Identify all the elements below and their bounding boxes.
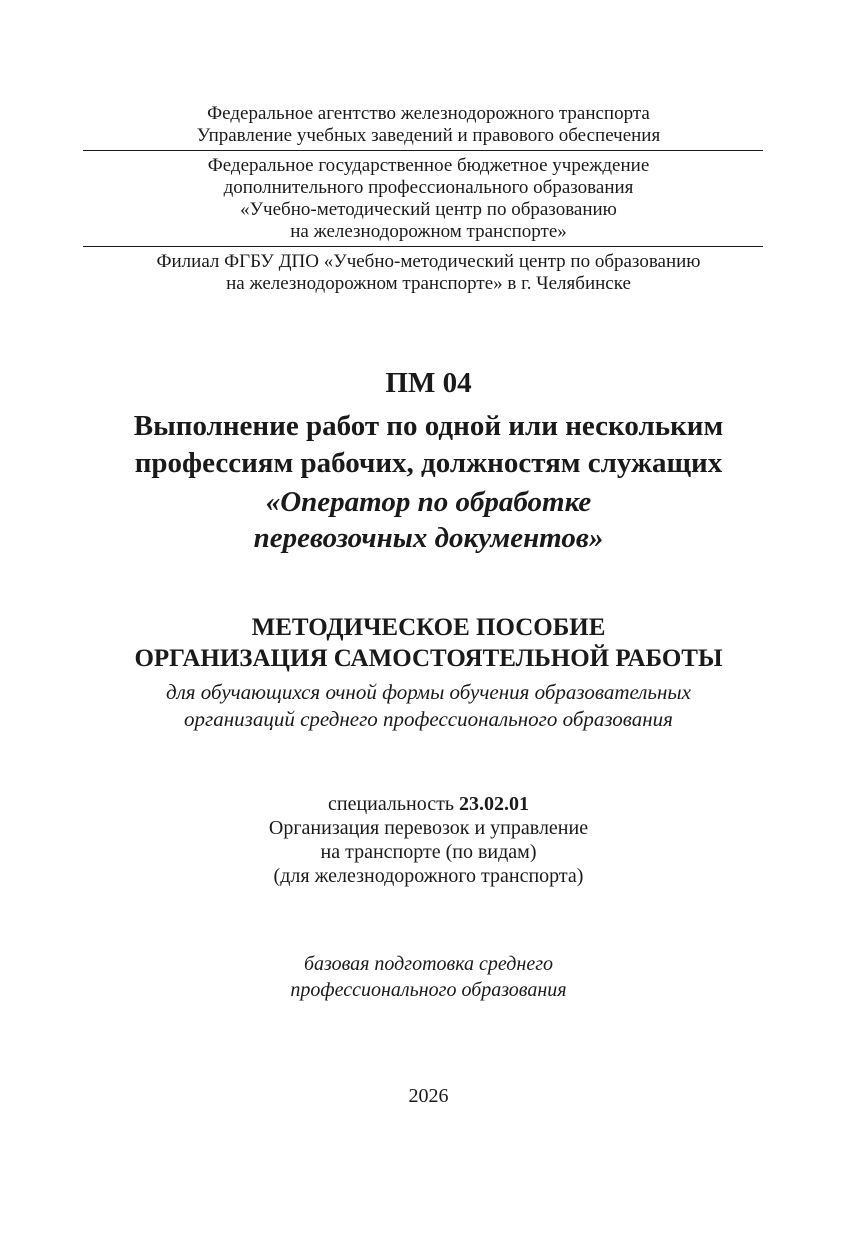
module-subtitle-line: «Оператор по обработке xyxy=(265,486,592,518)
agency-block xyxy=(0,103,857,147)
module-subtitle-line: перевозочных документов» xyxy=(253,522,604,554)
training-level xyxy=(0,951,857,1003)
module-code xyxy=(0,366,857,400)
specialty-label: специальность xyxy=(328,793,454,815)
header-divider xyxy=(83,150,763,151)
publication-year-text: 2026 xyxy=(408,1085,449,1107)
audience-line: для обучающихся очной формы обучения образовательных xyxy=(166,680,691,704)
institution-line: на железнодорожном транспорте» xyxy=(290,221,567,242)
training-line: базовая подготовка среднего xyxy=(303,953,554,975)
header-divider xyxy=(83,246,763,247)
publication-year xyxy=(0,1084,857,1108)
specialty-line: Организация перевозок и управление xyxy=(268,817,589,839)
agency-line: Управление учебных заведений и правового обеспечения xyxy=(196,125,661,146)
institution-line: «Учебно-методический центр по образованию xyxy=(240,199,617,220)
module-subtitle xyxy=(0,484,857,556)
specialty-line: (для железнодорожного транспорта) xyxy=(273,865,584,887)
branch-line: на железнодорожном транспорте» в г. Челябинске xyxy=(226,273,631,294)
module-title-line: профессиям рабочих, должностям служащих xyxy=(134,447,723,479)
institution-line: Федеральное государственное бюджетное учреждение xyxy=(207,155,650,176)
institution-block xyxy=(0,155,857,243)
module-title xyxy=(0,408,857,482)
agency-line: Федеральное агентство железнодорожного транспорта xyxy=(207,103,650,124)
audience xyxy=(0,679,857,733)
specialty-block xyxy=(0,792,857,888)
module-code-text: ПМ 04 xyxy=(385,367,472,399)
branch-block xyxy=(0,251,857,295)
document-type xyxy=(0,612,857,674)
document-type-line: ОРГАНИЗАЦИЯ САМОСТОЯТЕЛЬНОЙ РАБОТЫ xyxy=(134,645,723,672)
specialty-code: 23.02.01 xyxy=(458,793,529,815)
branch-line: Филиал ФГБУ ДПО «Учебно-методический центр по образованию xyxy=(156,251,701,272)
module-title-line: Выполнение работ по одной или нескольким xyxy=(133,410,724,442)
specialty-line: на транспорте (по видам) xyxy=(320,841,537,863)
specialty-heading xyxy=(0,792,857,816)
audience-line: организаций среднего профессионального образования xyxy=(184,707,673,731)
institution-line: дополнительного профессионального образования xyxy=(223,177,634,198)
document-type-line: МЕТОДИЧЕСКОЕ ПОСОБИЕ xyxy=(251,614,606,641)
training-line: профессионального образования xyxy=(290,979,567,1001)
